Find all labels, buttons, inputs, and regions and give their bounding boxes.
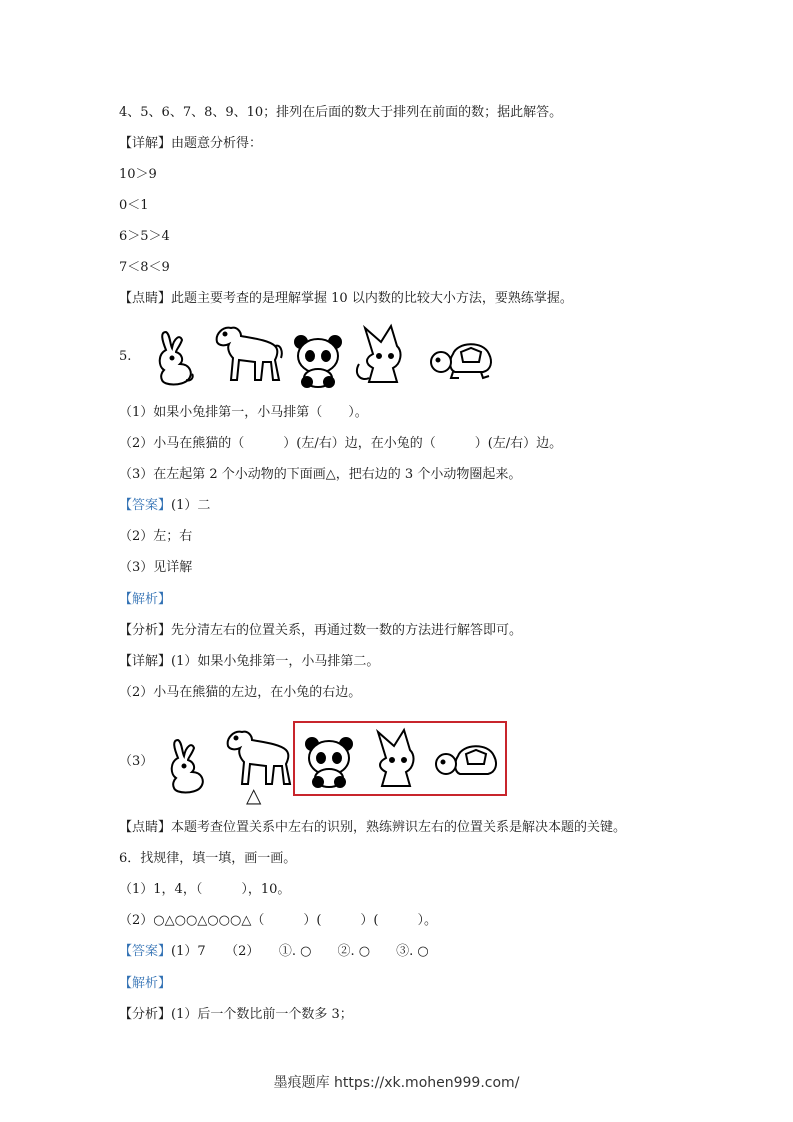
rabbit-icon	[160, 332, 193, 385]
question-line: （2）小马在熊猫的（ ）(左/右）边，在小兔的（ ）(左/右）边。	[119, 436, 563, 451]
triangle-mark: △	[246, 783, 262, 807]
footer-watermark: 墨痕题库 https://xk.mohen999.com/	[273, 1075, 520, 1091]
analysis-line	[119, 623, 522, 639]
figure-right-animals	[300, 726, 500, 792]
answer-content: (1）二	[171, 498, 211, 513]
text-line	[119, 291, 573, 307]
question-number: 6．找规律，填一填，画一画。	[119, 851, 297, 866]
section-tag: 【分析】	[119, 1007, 172, 1022]
text-line: 0＜1	[119, 198, 149, 213]
fox-icon	[357, 326, 401, 382]
comment-line	[119, 820, 626, 836]
text-content: 本题考查位置关系中左右的识别，熟练辨识左右的位置关系是解决本题的关键。	[171, 820, 627, 835]
text-line: 4、5、6、7、8、9、10；排列在后面的数大于排列在前面的数；据此解答。	[119, 105, 563, 120]
question-line: （1）1，4，（ ），10。	[119, 882, 291, 897]
section-tag: 【点睛】	[119, 291, 172, 306]
horse-icon	[217, 328, 282, 380]
section-tag: 【详解】	[119, 654, 172, 669]
answer-tag: 【答案】	[119, 944, 172, 959]
text-line: 10＞9	[119, 167, 157, 182]
figure-label: （3）	[119, 754, 154, 769]
animals-row	[145, 322, 505, 390]
answer-line	[119, 498, 210, 514]
figure-left-animals	[160, 724, 300, 806]
text-content: (1）后一个数比前一个数多 3；	[171, 1007, 353, 1022]
section-tag: 【详解】	[119, 136, 172, 151]
question-line: （1）如果小兔排第一，小马排第（ ）。	[119, 405, 368, 420]
text-line: 6＞5＞4	[119, 229, 170, 244]
section-tag: 【分析】	[119, 623, 172, 638]
section-tag: 【点睛】	[119, 820, 172, 835]
text-content: (1）如果小兔排第一，小马排第二。	[171, 654, 380, 669]
text-line: 7＜8＜9	[119, 260, 170, 275]
question-line: （2）○△○○△○○○△（ ）( ）( ）。	[119, 913, 437, 928]
turtle-icon	[436, 746, 496, 774]
analysis-tag: 【解析】	[119, 976, 172, 991]
answer-tag: 【答案】	[119, 498, 172, 513]
analysis-line	[119, 1007, 353, 1023]
answer-content: (1）7 （2） ①. ○ ②. ○ ③. ○	[171, 944, 429, 959]
detail-line: （2）小马在熊猫的左边，在小兔的右边。	[119, 685, 362, 700]
horse-icon	[228, 732, 290, 784]
question-number: 5.	[119, 349, 132, 364]
answer-line: （2）左；右	[119, 529, 193, 544]
question-line: （3）在左起第 2 个小动物的下面画△，把右边的 3 个小动物圈起来。	[119, 467, 522, 482]
text-content: 此题主要考查的是理解掌握 10 以内数的比较大小方法，要熟练掌握。	[171, 291, 573, 306]
text-content: 由题意分析得：	[171, 136, 263, 151]
fox-icon	[378, 730, 413, 786]
panda-icon	[306, 738, 352, 787]
turtle-icon	[431, 344, 491, 378]
answer-line	[119, 944, 429, 960]
detail-line	[119, 654, 379, 670]
text-content: 先分清左右的位置关系，再通过数一数的方法进行解答即可。	[171, 623, 523, 638]
panda-icon	[295, 336, 341, 387]
answer-line: （3）见详解	[119, 560, 193, 575]
rabbit-icon	[172, 740, 203, 793]
analysis-tag: 【解析】	[119, 592, 172, 607]
text-line	[119, 136, 262, 152]
